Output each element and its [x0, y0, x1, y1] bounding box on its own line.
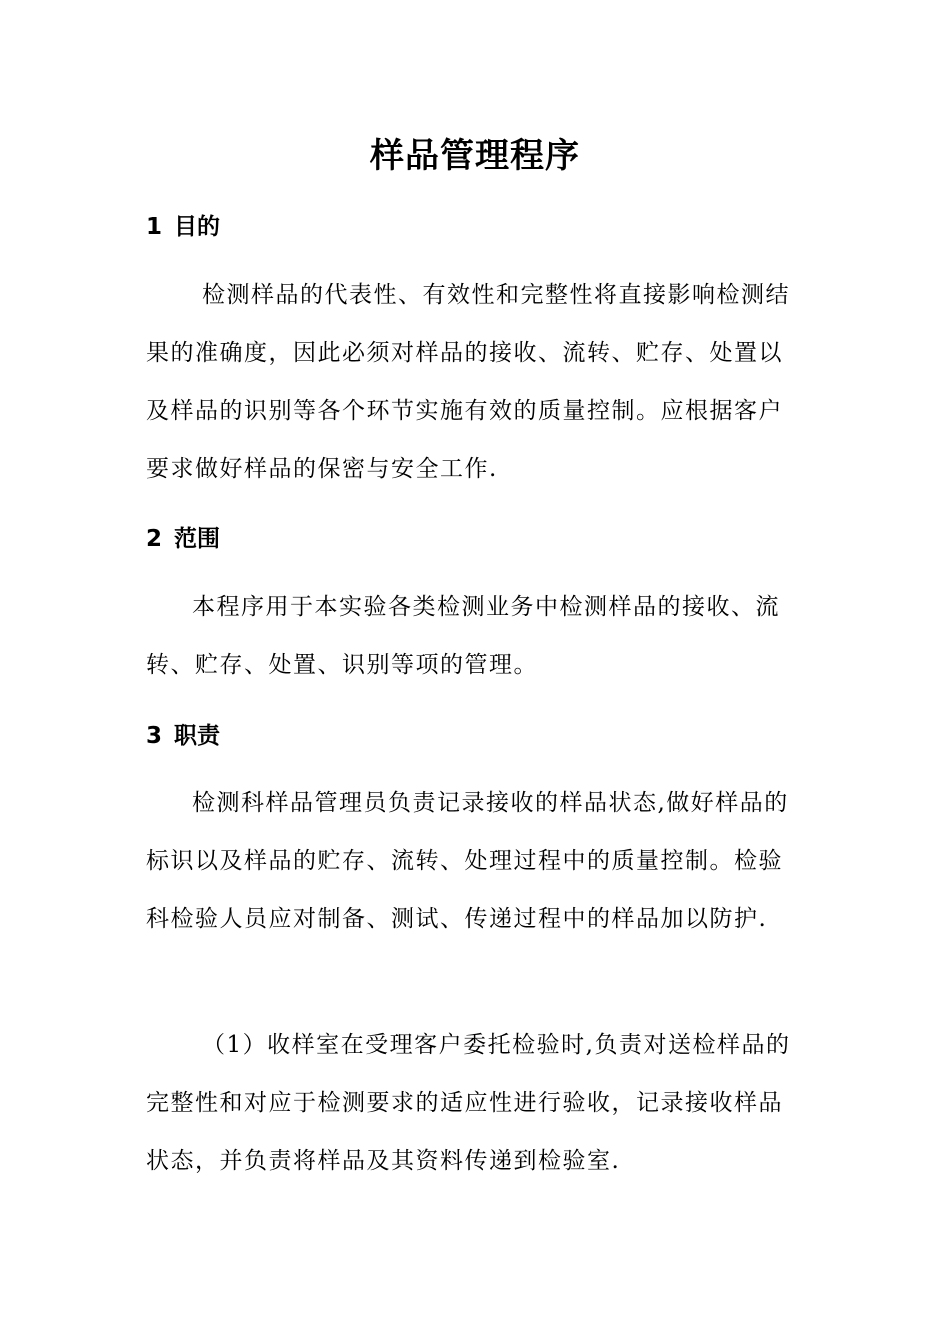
- section-1-paragraph: 检测样品的代表性、有效性和完整性将直接影响检测结果的准确度，因此必须对样品的接收、流转、贮存、处置以及样品的识别等各个环节实施有效的质量控制。应根据客户要求做好样品的保密与安全工作.: [146, 282, 790, 482]
- section-1-number: 1: [146, 214, 163, 240]
- section-3-title: 职责: [174, 723, 221, 749]
- section-1-title: 目的: [174, 214, 221, 240]
- section-1-heading: [146, 208, 220, 241]
- section-2-heading: [146, 520, 220, 553]
- section-3-number: 3: [146, 723, 163, 749]
- section-3-heading: [146, 717, 220, 750]
- section-2-number: 2: [146, 526, 163, 552]
- section-3-item-1: （1）收样室在受理客户委托检验时,负责对送检样品的完整性和对应于检测要求的适应性进行验收，记录接收样品状态，并负责将样品及其资料传递到检验室.: [146, 1032, 791, 1174]
- section-2-title: 范围: [174, 526, 221, 552]
- section-2-paragraph: 本程序用于本实验各类检测业务中检测样品的接收、流转、贮存、处置、识别等项的管理。: [146, 594, 780, 678]
- document-title: 样品管理程序: [370, 136, 580, 176]
- section-3-paragraph: 检测科样品管理员负责记录接收的样品状态,做好样品的标识以及样品的贮存、流转、处理过程中的质量控制。检验科检验人员应对制备、测试、传递过程中的样品加以防护.: [146, 790, 789, 932]
